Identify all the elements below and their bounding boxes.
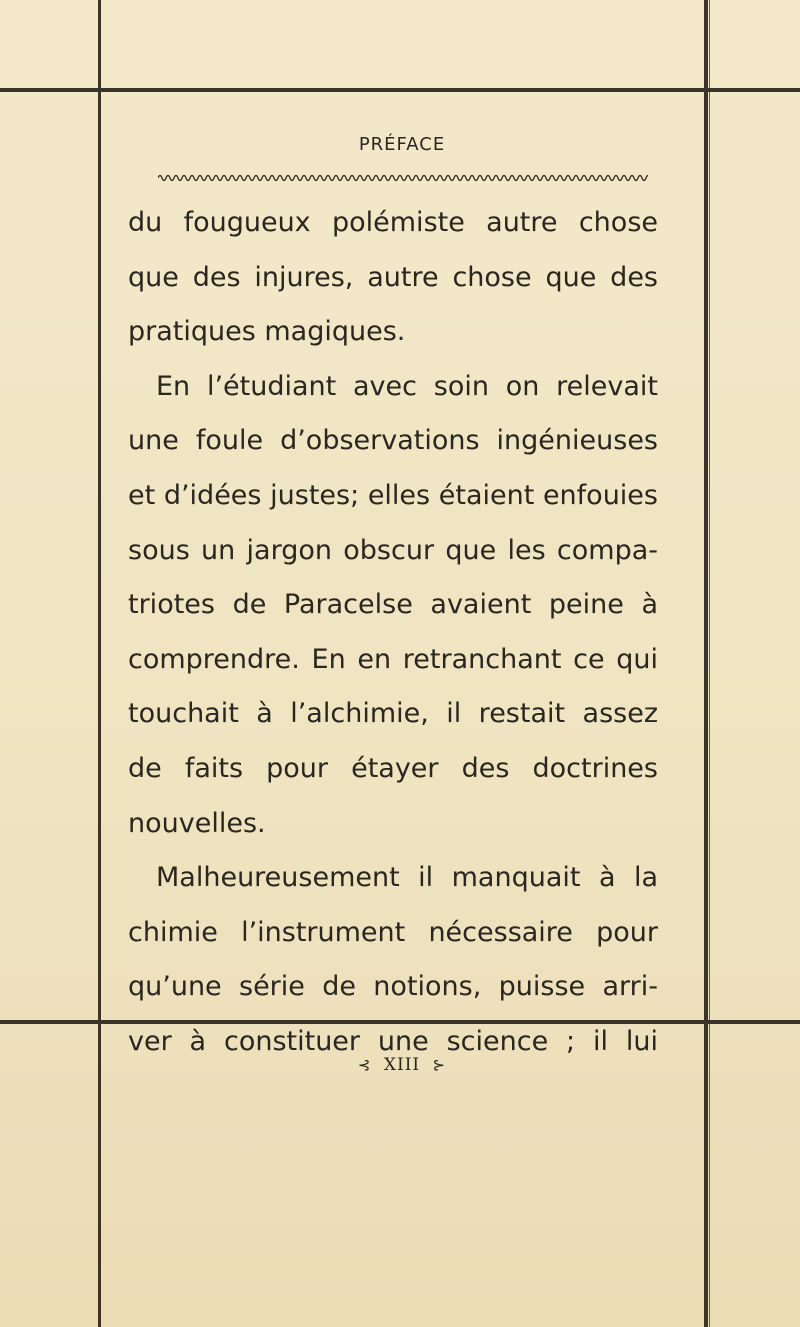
text-line: sous un jargon obscur que les compa- [128, 534, 658, 566]
text-line: pratiques magiques. [128, 316, 406, 348]
text-line: ver à constituer une science ; il lui [128, 1025, 658, 1057]
folio-number: XIII [383, 1055, 421, 1075]
body-text [128, 196, 658, 1070]
folio-left-ornament: ⊰ [357, 1056, 372, 1074]
text-line: triotes de Paracelse avaient peine à [128, 589, 658, 621]
text-line: une foule d’observations ingénieuses [128, 425, 658, 457]
frame-right-line [704, 0, 708, 1327]
frame-outer-right-line [709, 0, 710, 1327]
running-head: PRÉFACE [358, 134, 446, 155]
text-line: chimie l’instrument nécessaire pour [128, 916, 658, 948]
text-line: que des injures, autre chose que des [128, 261, 658, 293]
text-line: et d’idées justes; elles étaient enfouies [128, 479, 658, 511]
frame-left-line [98, 0, 101, 1327]
text-line: de faits pour étayer des doctrines [128, 752, 658, 784]
text-line: Malheureusement il manquait à la [156, 862, 658, 894]
wavy-rule-ornament [158, 172, 648, 184]
text-line: nouvelles. [128, 807, 266, 839]
text-line: qu’une série de notions, puisse arri- [128, 971, 658, 1003]
text-line: En l’étudiant avec soin on relevait [156, 370, 658, 402]
text-line: comprendre. En en retranchant ce qui [128, 643, 658, 675]
frame-top-line [0, 88, 800, 92]
text-line: touchait à l’alchimie, il restait assez [128, 698, 658, 730]
folio-right-ornament: ⊱ [432, 1056, 447, 1074]
page-number [100, 1055, 704, 1075]
text-line: du fougueux polémiste autre chose [128, 207, 658, 238]
